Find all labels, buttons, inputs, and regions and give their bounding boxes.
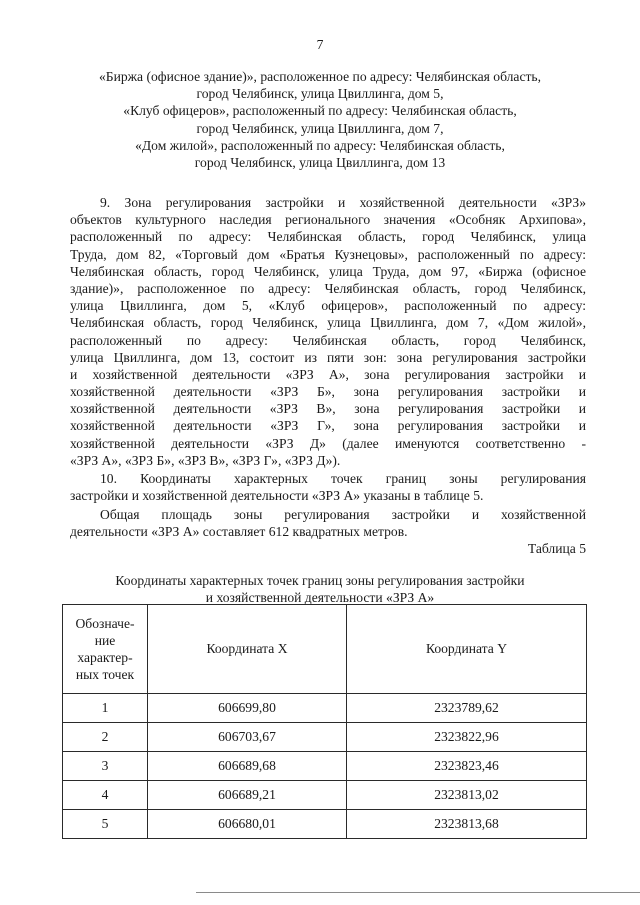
intro-line: город Челябинск, улица Цвиллинга, дом 7,: [196, 120, 444, 136]
intro-line: город Челябинск, улица Цвиллинга, дом 13: [194, 155, 446, 171]
paragraph-line: 9. Зона регулирования застройки и хозяйственной деятельности «ЗРЗ»: [100, 195, 586, 210]
header-line: ние: [94, 632, 116, 648]
header-coordinate-y: Координата Y: [347, 605, 587, 694]
table-title: [0, 572, 640, 606]
paragraph-line: улица Цвиллинга, дом 13, состоит из пяти зон: зона регулирования застройки: [70, 349, 586, 365]
cell-y: 2323823,46: [347, 752, 587, 781]
cell-x: 606680,01: [148, 810, 347, 839]
header-line: Обозначе-: [75, 615, 135, 631]
header-line: характер-: [77, 650, 133, 665]
paragraph-line: хозяйственной деятельности «ЗРЗ Д» (далее именуются соответственно -: [70, 435, 586, 451]
page-number: 7: [316, 37, 324, 52]
intro-line: «Биржа (офисное здание)», расположенное по адресу: Челябинская область,: [98, 69, 542, 84]
table-label: Таблица 5: [527, 541, 586, 556]
paragraph-line: «ЗРЗ А», «ЗРЗ Б», «ЗРЗ В», «ЗРЗ Г», «ЗРЗ Д»).: [70, 452, 341, 468]
paragraph-9: [70, 194, 586, 469]
paragraph-line: и хозяйственной деятельности «ЗРЗ А», зона регулирования застройки и: [70, 366, 586, 382]
header-coordinate-x: Координата X: [148, 605, 347, 694]
paragraph-line: расположенный по адресу: Челябинская область, город Челябинск,: [70, 332, 586, 348]
paragraph-line: Челябинская область, город Челябинск, улица Цвиллинга, дом 7, «Дом жилой»,: [70, 315, 586, 331]
paragraph-line: деятельности «ЗРЗ А» составляет 612 квадратных метров.: [70, 524, 408, 540]
paragraph-line: Труда, дом 82, «Торговый дом «Братья Кузнецовы», расположенный по адресу:: [70, 246, 586, 262]
table-row: [63, 810, 587, 839]
cell-x: 606699,80: [148, 694, 347, 723]
cell-point: 4: [63, 781, 148, 810]
header-line: ных точек: [75, 667, 135, 683]
table-header-row: [63, 605, 587, 694]
bottom-rule: [196, 892, 640, 893]
table-title-line: Координаты характерных точек границ зоны регулирования застройки: [115, 573, 525, 588]
table-row: [63, 723, 587, 752]
paragraph-line: Челябинская область, город Челябинск, улица Труда, дом 97, «Биржа (офисное: [70, 263, 586, 279]
cell-x: 606689,68: [148, 752, 347, 781]
table-row: [63, 694, 587, 723]
paragraph-line: улица Цвиллинга, дом 5, «Клуб офицеров», расположенный по адресу:: [70, 298, 586, 314]
cell-x: 606689,21: [148, 781, 347, 810]
paragraph-line: 10. Координаты характерных точек границ зоны регулирования: [100, 471, 586, 486]
cell-y: 2323813,68: [347, 810, 587, 839]
paragraph-line: расположенный по адресу: Челябинская область, город Челябинск, улица: [70, 229, 586, 245]
cell-point: 1: [63, 694, 148, 723]
cell-y: 2323822,96: [347, 723, 587, 752]
paragraph-line: застройки и хозяйственной деятельности «ЗРЗ А» указаны в таблице 5.: [70, 488, 484, 504]
coordinates-table: [62, 604, 587, 839]
paragraph-line: объектов культурного наследия регионального значения «Особняк Архипова»,: [70, 212, 586, 228]
paragraph-line: хозяйственной деятельности «ЗРЗ В», зона регулирования застройки и: [70, 401, 586, 417]
intro-line: «Дом жилой», расположенный по адресу: Челябинская область,: [135, 137, 505, 153]
cell-x: 606703,67: [148, 723, 347, 752]
intro-line: «Клуб офицеров», расположенный по адресу: Челябинская область,: [123, 103, 517, 119]
paragraph-line: хозяйственной деятельности «ЗРЗ Б», зона регулирования застройки и: [70, 384, 586, 400]
table-row: [63, 752, 587, 781]
cell-point: 3: [63, 752, 148, 781]
table-row: [63, 781, 587, 810]
cell-point: 2: [63, 723, 148, 752]
table-title-line: и хозяйственной деятельности «ЗРЗ А»: [205, 590, 435, 606]
cell-y: 2323789,62: [347, 694, 587, 723]
intro-block: [0, 68, 640, 171]
intro-line: город Челябинск, улица Цвиллинга, дом 5,: [196, 86, 444, 102]
cell-y: 2323813,02: [347, 781, 587, 810]
paragraph-line: Общая площадь зоны регулирования застройки и хозяйственной: [100, 507, 586, 522]
cell-point: 5: [63, 810, 148, 839]
header-point-designation: [63, 605, 148, 694]
paragraph-area: [70, 506, 586, 540]
paragraph-10: [70, 470, 586, 504]
paragraph-line: хозяйственной деятельности «ЗРЗ Г», зона регулирования застройки и: [70, 418, 586, 434]
paragraph-line: здание)», расположенное по адресу: Челябинская область, город Челябинск,: [70, 280, 586, 296]
